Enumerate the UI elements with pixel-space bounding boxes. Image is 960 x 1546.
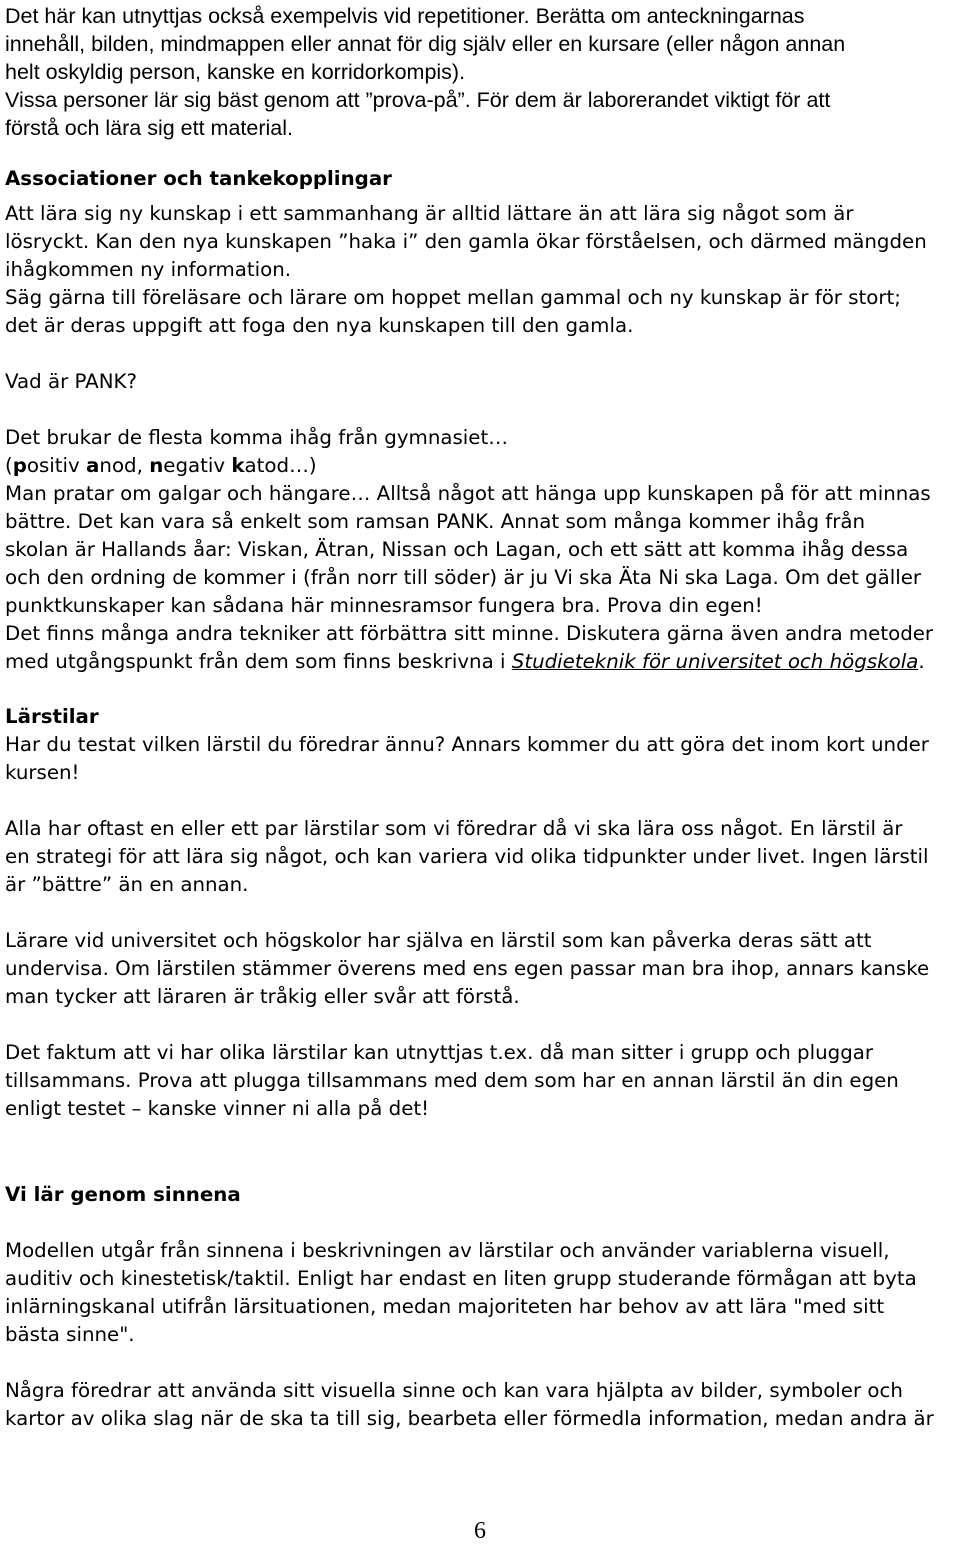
text-line: Har du testat vilken lärstil du föredrar ännu? Annars kommer du att göra det inom kort under bbox=[5, 733, 929, 756]
text-line: Alla har oftast en eller ett par lärstilar som vi föredrar då vi ska lära oss något. En lärstil är bbox=[5, 817, 903, 840]
section-heading-sinnena: Vi lär genom sinnena bbox=[5, 1183, 241, 1206]
text-line: undervisa. Om lärstilen stämmer överens med ens egen passar man bra ihop, annars kanske bbox=[5, 957, 930, 980]
pank-letter-a: a bbox=[86, 454, 100, 477]
pank-letter-p: p bbox=[12, 454, 27, 477]
text-line: det är deras uppgift att foga den nya kunskapen till den gamla. bbox=[5, 314, 634, 337]
text-line: helt oskyldig person, kanske en korridorkompis). bbox=[5, 60, 466, 84]
text-line: Man pratar om galgar och hängare… Alltså något att hänga upp kunskapen på för att minnas bbox=[5, 482, 931, 505]
text-line: Modellen utgår från sinnena i beskrivningen av lärstilar och använder variablerna visuell, bbox=[5, 1239, 890, 1262]
text-line: Några föredrar att använda sitt visuella sinne och kan vara hjälpta av bilder, symboler och bbox=[5, 1379, 903, 1402]
text-line: och den ordning de kommer i (från norr till söder) är ju Vi ska Äta Ni ska Laga. Om det gäller bbox=[5, 566, 921, 589]
page-number: 6 bbox=[474, 1518, 486, 1544]
text-line: kursen! bbox=[5, 761, 80, 784]
text-line: Det faktum att vi har olika lärstilar kan utnyttjas t.ex. då man sitter i grupp och pluggar bbox=[5, 1041, 874, 1064]
text-line: Säg gärna till föreläsare och lärare om hoppet mellan gammal och ny kunskap är för stort; bbox=[5, 286, 901, 309]
text-line: en strategi för att lära sig något, och kan variera vid olika tidpunkter under livet. Ingen lärstil bbox=[5, 845, 929, 868]
text-line: bästa sinne". bbox=[5, 1323, 135, 1346]
text-line: ihågkommen ny information. bbox=[5, 258, 292, 281]
text-line: Det här kan utnyttjas också exempelvis vid repetitioner. Berätta om anteckningarnas bbox=[5, 4, 805, 28]
section-heading-associations: Associationer och tankekopplingar bbox=[5, 167, 392, 190]
text-line: Lärare vid universitet och högskolor har själva en lärstil som kan påverka deras sätt att bbox=[5, 929, 872, 952]
text-line: bättre. Det kan vara så enkelt som ramsan PANK. Annat som många kommer ihåg från bbox=[5, 510, 866, 533]
pank-letter-k: k bbox=[231, 454, 245, 477]
text-line: Att lära sig ny kunskap i ett sammanhang är alltid lättare än att lära sig något som är bbox=[5, 202, 854, 225]
text-line: med utgångspunkt från dem som finns beskrivna i Studieteknik för universitet och högskola. bbox=[5, 650, 925, 673]
pank-question: Vad är PANK? bbox=[5, 370, 137, 393]
text-line: punktkunskaper kan sådana här minnesramsor fungera bra. Prova din egen! bbox=[5, 594, 763, 617]
pank-expansion: (positiv anod, negativ katod…) bbox=[5, 454, 317, 477]
text-line: innehåll, bilden, mindmappen eller annat för dig själv eller en kursare (eller någon annan bbox=[5, 32, 846, 56]
section-heading-larstilar: Lärstilar bbox=[5, 705, 99, 728]
text-line: Det finns många andra tekniker att förbättra sitt minne. Diskutera gärna även andra metoder bbox=[5, 622, 934, 645]
text-line: man tycker att läraren är tråkig eller svår att förstå. bbox=[5, 985, 520, 1008]
text-line: Vissa personer lär sig bäst genom att ”prova-på”. För dem är laborerandet viktigt för att bbox=[5, 88, 831, 112]
text-line: förstå och lära sig ett material. bbox=[5, 116, 293, 140]
book-title-link[interactable]: Studieteknik för universitet och högskola bbox=[511, 650, 919, 673]
text-line: kartor av olika slag när de ska ta till sig, bearbeta eller förmedla information, medan andra är bbox=[5, 1407, 934, 1430]
text-line: skolan är Hallands åar: Viskan, Ätran, Nissan och Lagan, och ett sätt att komma ihåg dessa bbox=[5, 538, 909, 561]
text-line: är ”bättre” än en annan. bbox=[5, 873, 249, 896]
text-line: tillsammans. Prova att plugga tillsammans med dem som har en annan lärstil än din egen bbox=[5, 1069, 899, 1092]
text-line: enligt testet – kanske vinner ni alla på det! bbox=[5, 1097, 430, 1120]
text-line: inlärningskanal utifrån lärsituationen, medan majoriteten har behov av att lära "med sitt bbox=[5, 1295, 885, 1318]
pank-letter-n: n bbox=[149, 454, 164, 477]
text-line: lösryckt. Kan den nya kunskapen ”haka i” den gamla ökar förståelsen, och därmed mängden bbox=[5, 230, 927, 253]
text-line: auditiv och kinestetisk/taktil. Enligt har endast en liten grupp studerande förmågan att byta bbox=[5, 1267, 917, 1290]
text-line: Det brukar de flesta komma ihåg från gymnasiet… bbox=[5, 426, 508, 449]
